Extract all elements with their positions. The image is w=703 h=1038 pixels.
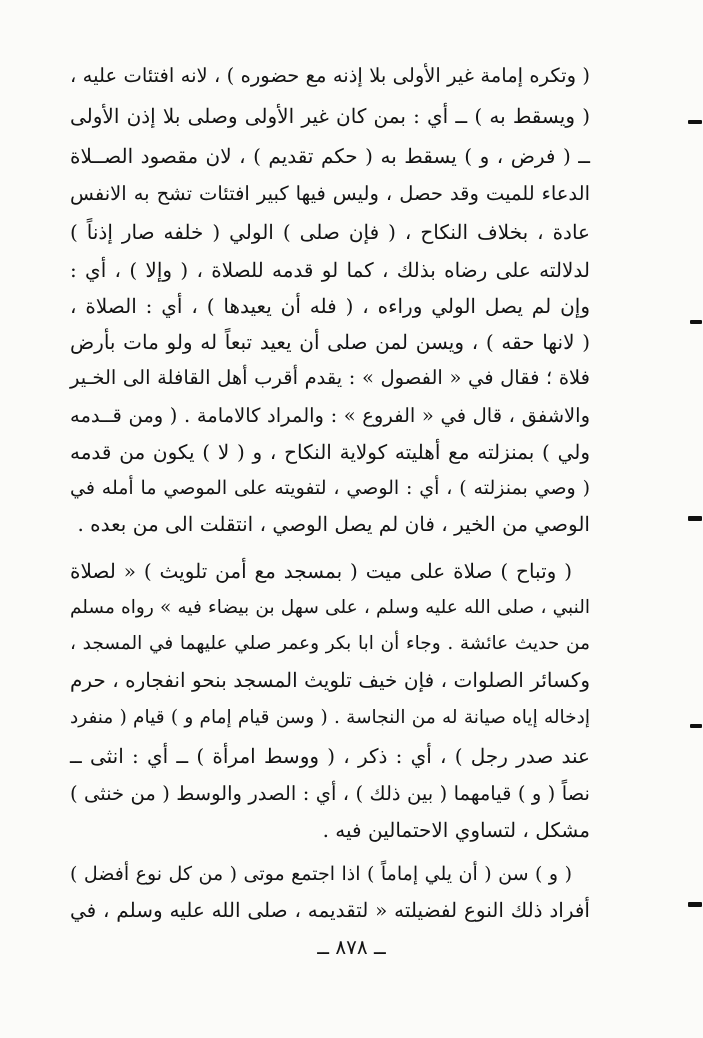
text-line: عند صدر رجل ) ، أي : ذكر ، ( ووسط امرأة ) ــ أي : انثى ــ [70,744,590,768]
scan-mark [690,724,702,728]
text-line: النبي ، صلى الله عليه وسلم ، على سهل بن بيضاء فيه » رواه مسلم [70,597,590,618]
text-line: نصاً ( و ) قيامهما ( بين ذلك ) ، أي : الصدر والوسط ( من خنثى ) [70,782,590,805]
text-line: ( لانها حقه ) ، ويسن لمن صلى أن يعيد تبعاً له ولو مات بأرض [70,330,590,354]
text-line: ولي ) بمنزلته مع أهليته كولاية النكاح ، و ( لا ) يكون من قدمه [70,440,590,464]
text-line: لدلالته على رضاه بذلك ، كما لو قدمه للصلاة ، ( وإلا ) ، أي : [70,258,590,282]
text-line: ( وصي بمنزلته ) ، أي : الوصي ، لتفويته على الموصي ما أمله في [70,477,590,499]
text-line: فلاة ؛ فقال في « الفصول » : يقدم أقرب أهل القافلة الى الخـير [70,366,590,389]
text-line: ( ويسقط به ) ــ أي : بمن كان غير الأولى وصلى بلا إذن الأولى [70,104,590,128]
text-line: ( و ) سن ( أن يلي إماماً ) اذا اجتمع موتى ( من كل نوع أفضل ) [70,863,572,885]
text-line: الوصي من الخير ، فان لم يصل الوصي ، انتقلت الى من بعده . [77,512,590,536]
text-line: وإن لم يصل الولي وراءه ، ( فله أن يعيدها ) ، أي : الصلاة ، [70,294,590,318]
text-line: عادة ، بخلاف النكاح ، ( فإن صلى ) الولي ( خلفه صار إذناً ) [70,220,590,244]
text-line: الدعاء للميت وقد حصل ، وليس فيها كبير افتئات تشح به الانفس [70,182,590,205]
text-line: من حديث عائشة . وجاء أن ابا بكر وعمر صلي عليهما في المسجد ، [70,633,590,654]
scan-mark [688,516,702,521]
text-line: أفراد ذلك النوع لفضيلته « لتقديمه ، صلى الله عليه وسلم ، في [70,898,590,922]
text-line: وكسائر الصلوات ، فإن خيف تلويث المسجد بنحو انفجاره ، حرم [70,668,590,692]
text-line: ( وتكره إمامة غير الأولى بلا إذنه مع حضوره ) ، لانه افتئات عليه ، [70,64,590,87]
page-number: ــ ٨٧٨ ــ [317,935,386,959]
text-line: إدخاله إياه صيانة له من النجاسة . ( وسن قيام إمام و ) قيام ( منفرد [70,707,590,728]
text-line: ــ ( فرض ، و ) يسقط به ( حكم تقديم ) ، لان مقصود الصــلاة [70,144,590,168]
scan-mark [688,902,702,907]
text-line: والاشفق ، قال في « الفروع » : والمراد كالامامة . ( ومن قــدمه [70,404,590,427]
scan-mark [688,120,702,124]
scan-mark [690,320,702,324]
text-line: مشكل ، لتساوي الاحتمالين فيه . [322,818,590,842]
text-line: ( وتباح ) صلاة على ميت ( بمسجد مع أمن تلويث ) « لصلاة [70,559,572,583]
